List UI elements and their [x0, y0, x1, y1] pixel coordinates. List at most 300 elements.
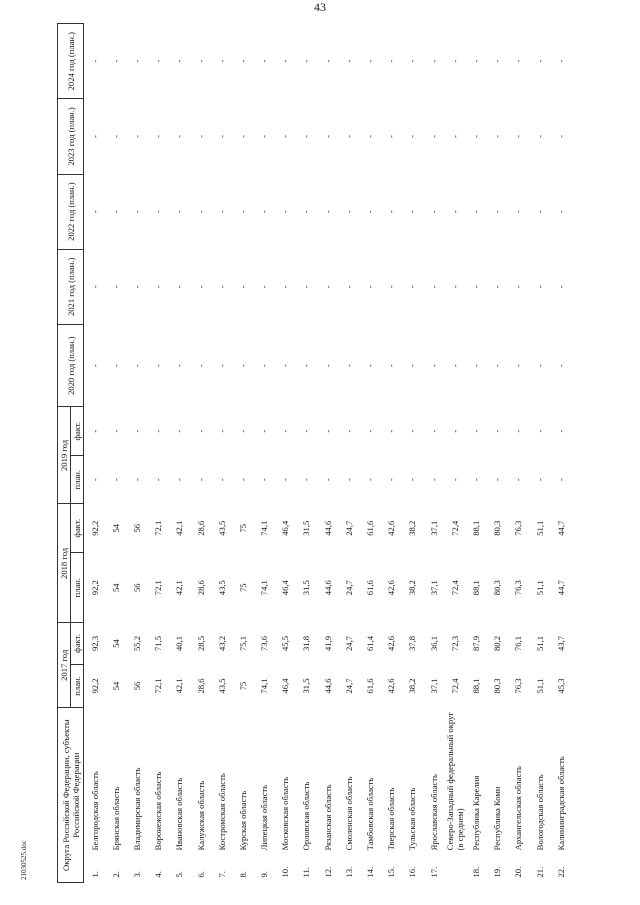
value-cell: 40,1	[174, 635, 185, 652]
value-cell: 74,1	[259, 678, 270, 694]
value-cell: -	[259, 429, 270, 433]
value-cell: -	[153, 135, 164, 138]
value-cell: 44,6	[322, 678, 333, 694]
year-2022-header: 2022 год (план.)	[58, 174, 84, 249]
row-number: 12.	[322, 866, 333, 878]
value-cell: 31,5	[301, 678, 312, 694]
value-cell: -	[386, 364, 397, 368]
value-cell: -	[407, 478, 418, 482]
value-cell: 28,6	[195, 678, 206, 694]
value-cell: -	[153, 59, 164, 63]
table-row	[402, 24, 423, 883]
value-cell: -	[343, 478, 354, 482]
value-cell: 72,1	[153, 520, 164, 536]
value-cell: -	[449, 285, 460, 289]
region-name: Костромская область	[216, 773, 227, 851]
row-number: 6.	[195, 871, 206, 878]
value-cell: -	[110, 135, 121, 138]
value-cell: 43,5	[216, 580, 227, 596]
value-cell: -	[555, 364, 566, 368]
value-cell: -	[89, 429, 100, 433]
row-number: 4.	[153, 871, 164, 878]
value-cell: -	[407, 285, 418, 289]
value-cell: -	[195, 210, 206, 214]
value-cell: -	[449, 364, 460, 368]
sub-header-plan: план.	[71, 553, 84, 623]
value-cell: -	[301, 59, 312, 63]
value-cell: 42,1	[174, 580, 185, 596]
value-cell: -	[322, 135, 333, 138]
value-cell: -	[131, 59, 142, 63]
value-cell: 38,2	[407, 678, 418, 694]
value-cell: -	[174, 429, 185, 433]
value-cell: 56	[131, 523, 142, 533]
value-cell: -	[174, 210, 185, 214]
value-cell: -	[89, 285, 100, 289]
value-cell: 72,1	[153, 678, 164, 694]
value-cell: -	[280, 135, 291, 138]
region-name: Московская область	[280, 776, 291, 851]
value-cell: -	[216, 59, 227, 63]
value-cell: -	[449, 59, 460, 63]
row-number: 19.	[492, 866, 503, 878]
value-cell: -	[386, 429, 397, 433]
value-cell: -	[301, 135, 312, 138]
value-cell: -	[534, 429, 545, 433]
table-row	[148, 24, 169, 883]
value-cell: -	[449, 135, 460, 138]
value-cell: -	[89, 135, 100, 138]
value-cell: -	[237, 478, 248, 482]
value-cell: -	[110, 429, 121, 433]
value-cell: -	[259, 59, 270, 63]
value-cell: 76,3	[513, 678, 524, 694]
value-cell: -	[216, 364, 227, 368]
year-2017-header: 2017 год	[58, 623, 71, 708]
value-cell: -	[153, 478, 164, 482]
value-cell: 55,2	[131, 635, 142, 652]
value-cell: 31,8	[301, 635, 312, 652]
value-cell: 51,1	[534, 678, 545, 694]
value-cell: -	[343, 210, 354, 214]
value-cell: -	[428, 210, 439, 214]
value-cell: 72,3	[449, 635, 460, 652]
value-cell: 80,3	[492, 520, 503, 536]
value-cell: -	[534, 59, 545, 63]
value-cell: -	[470, 364, 481, 368]
page-number: 43	[314, 0, 326, 14]
value-cell: -	[280, 429, 291, 433]
value-cell: -	[555, 285, 566, 289]
region-name: Орловская область	[301, 781, 312, 851]
value-cell: -	[259, 478, 270, 482]
region-name: Смоленская область	[343, 776, 354, 851]
value-cell: -	[195, 135, 206, 138]
table-row	[465, 24, 486, 883]
region-header: Округа Российской Федерации, субъекты Российской Федерации	[58, 708, 84, 883]
table-row	[169, 24, 190, 883]
region-name: Тульская область	[407, 787, 418, 851]
table-row	[338, 24, 359, 883]
value-cell: -	[428, 59, 439, 63]
value-cell: 36,1	[428, 635, 439, 652]
value-cell: -	[110, 210, 121, 214]
value-cell: -	[110, 364, 121, 368]
table-row	[550, 24, 571, 883]
value-cell: -	[407, 429, 418, 433]
value-cell: -	[407, 210, 418, 214]
value-cell: 54	[110, 523, 121, 533]
value-cell: -	[555, 59, 566, 63]
value-cell: -	[259, 210, 270, 214]
table-row	[126, 24, 147, 883]
value-cell: 45,3	[555, 678, 566, 694]
row-number: 7.	[216, 871, 227, 878]
region-name: Тамбовская область	[365, 777, 376, 851]
value-cell: 37,1	[428, 678, 439, 694]
year-2021-header: 2021 год (план.)	[58, 249, 84, 324]
value-cell: -	[216, 135, 227, 138]
sub-header-fact: факт.	[71, 623, 84, 664]
table-row	[190, 24, 211, 883]
value-cell: 87,9	[470, 635, 481, 652]
value-cell: 80,3	[492, 580, 503, 596]
value-cell: 42,6	[386, 635, 397, 652]
value-cell: 43,7	[555, 635, 566, 652]
region-name: Вологодская область	[534, 774, 545, 851]
value-cell: -	[492, 59, 503, 63]
value-cell: -	[513, 364, 524, 368]
value-cell: -	[449, 429, 460, 433]
value-cell: -	[365, 478, 376, 482]
value-cell: -	[513, 59, 524, 63]
rotated-table-container	[57, 23, 582, 883]
row-number: 17.	[428, 866, 439, 878]
value-cell: -	[153, 210, 164, 214]
value-cell: -	[492, 478, 503, 482]
value-cell: 37,1	[428, 580, 439, 596]
value-cell: 44,6	[322, 580, 333, 596]
year-2018-header: 2018 год	[58, 504, 71, 623]
value-cell: 42,6	[386, 678, 397, 694]
data-table	[57, 23, 571, 883]
region-name: Липецкая область	[259, 784, 270, 851]
value-cell: -	[365, 210, 376, 214]
row-number	[444, 853, 465, 882]
value-cell: 75,1	[237, 635, 248, 652]
value-cell: 61,6	[365, 580, 376, 596]
value-cell: 72,4	[449, 580, 460, 596]
table-row	[211, 24, 232, 883]
row-number: 10.	[280, 866, 291, 878]
value-cell: 31,5	[301, 520, 312, 536]
value-cell: -	[428, 135, 439, 138]
region-name: Калужская область	[195, 780, 206, 851]
value-cell: -	[322, 364, 333, 368]
value-cell: -	[365, 59, 376, 63]
table-row	[254, 24, 275, 883]
value-cell: 61,6	[365, 520, 376, 536]
value-cell: -	[301, 210, 312, 214]
row-number: 16.	[407, 866, 418, 878]
value-cell: -	[407, 59, 418, 63]
region-name: Ярославская область	[428, 774, 439, 851]
value-cell: -	[131, 364, 142, 368]
value-cell: -	[301, 478, 312, 482]
value-cell: -	[216, 285, 227, 289]
value-cell: -	[322, 429, 333, 433]
region-name: Владимирская область	[131, 767, 142, 851]
value-cell: -	[343, 364, 354, 368]
value-cell: -	[322, 285, 333, 289]
value-cell: -	[492, 285, 503, 289]
value-cell: 88,1	[470, 678, 481, 694]
value-cell: -	[555, 429, 566, 433]
value-cell: 51,1	[534, 635, 545, 652]
row-number: 13.	[343, 866, 354, 878]
table-row	[381, 24, 402, 883]
value-cell: 74,1	[259, 520, 270, 536]
value-cell: -	[216, 210, 227, 214]
value-cell: -	[153, 429, 164, 433]
value-cell: 43,2	[216, 635, 227, 652]
sub-header-plan: план.	[71, 455, 84, 504]
value-cell: -	[89, 364, 100, 368]
value-cell: 43,5	[216, 678, 227, 694]
value-cell: -	[174, 478, 185, 482]
value-cell: 37,8	[407, 635, 418, 652]
value-cell: -	[534, 135, 545, 138]
table-row	[423, 24, 444, 883]
value-cell: -	[449, 478, 460, 482]
value-cell: 44,7	[555, 580, 566, 596]
value-cell: -	[428, 285, 439, 289]
value-cell: 76,1	[513, 635, 524, 652]
region-name: Ивановская область	[174, 777, 185, 851]
value-cell: -	[237, 285, 248, 289]
table-row	[508, 24, 529, 883]
value-cell: 61,6	[365, 678, 376, 694]
value-cell: 37,1	[428, 520, 439, 536]
value-cell: 31,5	[301, 580, 312, 596]
table-row	[317, 24, 338, 883]
table-row	[444, 24, 465, 883]
value-cell: -	[174, 285, 185, 289]
value-cell: -	[131, 210, 142, 214]
value-cell: -	[513, 285, 524, 289]
row-number: 8.	[237, 871, 248, 878]
value-cell: 44,7	[555, 520, 566, 536]
document-footer: 21030525.doc	[20, 840, 28, 880]
value-cell: 92,2	[89, 678, 100, 694]
value-cell: -	[237, 210, 248, 214]
value-cell: -	[555, 210, 566, 214]
value-cell: 51,1	[534, 520, 545, 536]
value-cell: -	[259, 285, 270, 289]
value-cell: 38,2	[407, 580, 418, 596]
row-number: 5.	[174, 871, 185, 878]
value-cell: -	[131, 135, 142, 138]
value-cell: -	[343, 285, 354, 289]
value-cell: -	[407, 135, 418, 138]
value-cell: -	[237, 364, 248, 368]
value-cell: 75	[237, 583, 248, 592]
row-number: 2.	[110, 871, 121, 878]
value-cell: 24,7	[343, 580, 354, 596]
value-cell: -	[322, 210, 333, 214]
value-cell: -	[301, 429, 312, 433]
value-cell: 92,2	[89, 520, 100, 536]
value-cell: -	[216, 429, 227, 433]
value-cell: -	[470, 135, 481, 138]
row-number: 3.	[131, 871, 142, 878]
year-2020-header: 2020 год (план.)	[58, 324, 84, 406]
table-row	[84, 24, 106, 883]
value-cell: 28,6	[195, 520, 206, 536]
value-cell: -	[195, 285, 206, 289]
value-cell: 45,5	[280, 635, 291, 652]
value-cell: -	[343, 135, 354, 138]
table-row	[296, 24, 317, 883]
value-cell: -	[386, 285, 397, 289]
value-cell: 42,6	[386, 520, 397, 536]
sub-header-plan: план.	[71, 664, 84, 708]
value-cell: -	[513, 429, 524, 433]
value-cell: 75	[237, 523, 248, 533]
row-number: 20.	[513, 866, 524, 878]
value-cell: -	[428, 364, 439, 368]
value-cell: -	[513, 210, 524, 214]
value-cell: -	[259, 135, 270, 138]
value-cell: -	[343, 429, 354, 433]
value-cell: -	[407, 364, 418, 368]
sub-header-fact: факт.	[71, 407, 84, 456]
value-cell: -	[322, 59, 333, 63]
value-cell: -	[110, 59, 121, 63]
value-cell: -	[492, 210, 503, 214]
value-cell: 46,4	[280, 520, 291, 536]
region-name: Рязанская область	[322, 784, 333, 851]
year-2023-header: 2023 год (план.)	[58, 99, 84, 174]
value-cell: 56	[131, 681, 142, 691]
value-cell: 24,7	[343, 635, 354, 652]
value-cell: 61,4	[365, 635, 376, 652]
value-cell: 46,4	[280, 678, 291, 694]
table-row	[275, 24, 296, 883]
value-cell: -	[110, 478, 121, 482]
value-cell: 28,6	[195, 580, 206, 596]
value-cell: -	[470, 210, 481, 214]
value-cell: 92,2	[89, 580, 100, 596]
value-cell: -	[365, 429, 376, 433]
value-cell: -	[386, 135, 397, 138]
value-cell: -	[365, 135, 376, 138]
value-cell: -	[195, 364, 206, 368]
value-cell: 76,3	[513, 520, 524, 536]
value-cell: -	[386, 210, 397, 214]
value-cell: -	[301, 364, 312, 368]
value-cell: 42,6	[386, 580, 397, 596]
value-cell: 42,1	[174, 520, 185, 536]
value-cell: -	[280, 210, 291, 214]
region-name: Северо-Западный федеральный округ (в среднем)	[444, 712, 465, 851]
value-cell: 54	[110, 681, 121, 691]
value-cell: -	[174, 364, 185, 368]
value-cell: -	[555, 135, 566, 138]
region-name: Республика Коми	[492, 786, 503, 851]
value-cell: -	[428, 478, 439, 482]
value-cell: -	[237, 429, 248, 433]
value-cell: -	[89, 210, 100, 214]
value-cell: -	[195, 429, 206, 433]
value-cell: -	[470, 429, 481, 433]
table-header	[58, 24, 84, 883]
value-cell: 46,4	[280, 580, 291, 596]
value-cell: -	[237, 59, 248, 63]
value-cell: 44,6	[322, 520, 333, 536]
value-cell: -	[365, 364, 376, 368]
year-2024-header: 2024 год (план.)	[58, 24, 84, 99]
value-cell: -	[131, 478, 142, 482]
value-cell: -	[492, 364, 503, 368]
value-cell: 51,1	[534, 580, 545, 596]
value-cell: -	[89, 478, 100, 482]
value-cell: 71,5	[153, 635, 164, 652]
region-name: Курская область	[237, 790, 248, 851]
value-cell: 24,7	[343, 520, 354, 536]
value-cell: -	[195, 59, 206, 63]
value-cell: -	[492, 429, 503, 433]
value-cell: 41,9	[322, 635, 333, 652]
value-cell: -	[513, 135, 524, 138]
value-cell: 73,6	[259, 635, 270, 652]
row-number: 1.	[89, 871, 100, 878]
value-cell: -	[386, 478, 397, 482]
region-name: Республика Карелия	[470, 775, 481, 851]
value-cell: -	[470, 478, 481, 482]
region-name: Воронежская область	[153, 771, 164, 851]
value-cell: -	[195, 478, 206, 482]
value-cell: 54	[110, 583, 121, 592]
value-cell: -	[174, 59, 185, 63]
value-cell: 43,5	[216, 520, 227, 536]
value-cell: 54	[110, 639, 121, 648]
region-name: Архангельская область	[513, 766, 524, 851]
value-cell: 72,4	[449, 520, 460, 536]
value-cell: -	[131, 429, 142, 433]
value-cell: -	[534, 210, 545, 214]
value-cell: -	[259, 364, 270, 368]
value-cell: -	[534, 478, 545, 482]
table-row	[359, 24, 380, 883]
value-cell: -	[237, 135, 248, 138]
table-row	[529, 24, 550, 883]
value-cell: -	[280, 285, 291, 289]
value-cell: -	[449, 210, 460, 214]
value-cell: 88,1	[470, 580, 481, 596]
sub-header-fact: факт.	[71, 504, 84, 553]
value-cell: 80,2	[492, 635, 503, 652]
value-cell: -	[153, 364, 164, 368]
value-cell: -	[216, 478, 227, 482]
row-number: 22.	[555, 866, 566, 878]
value-cell: 72,1	[153, 580, 164, 596]
value-cell: 88,1	[470, 520, 481, 536]
row-number: 15.	[386, 866, 397, 878]
table-row	[232, 24, 253, 883]
region-name: Калининградская область	[555, 756, 566, 851]
value-cell: -	[280, 364, 291, 368]
